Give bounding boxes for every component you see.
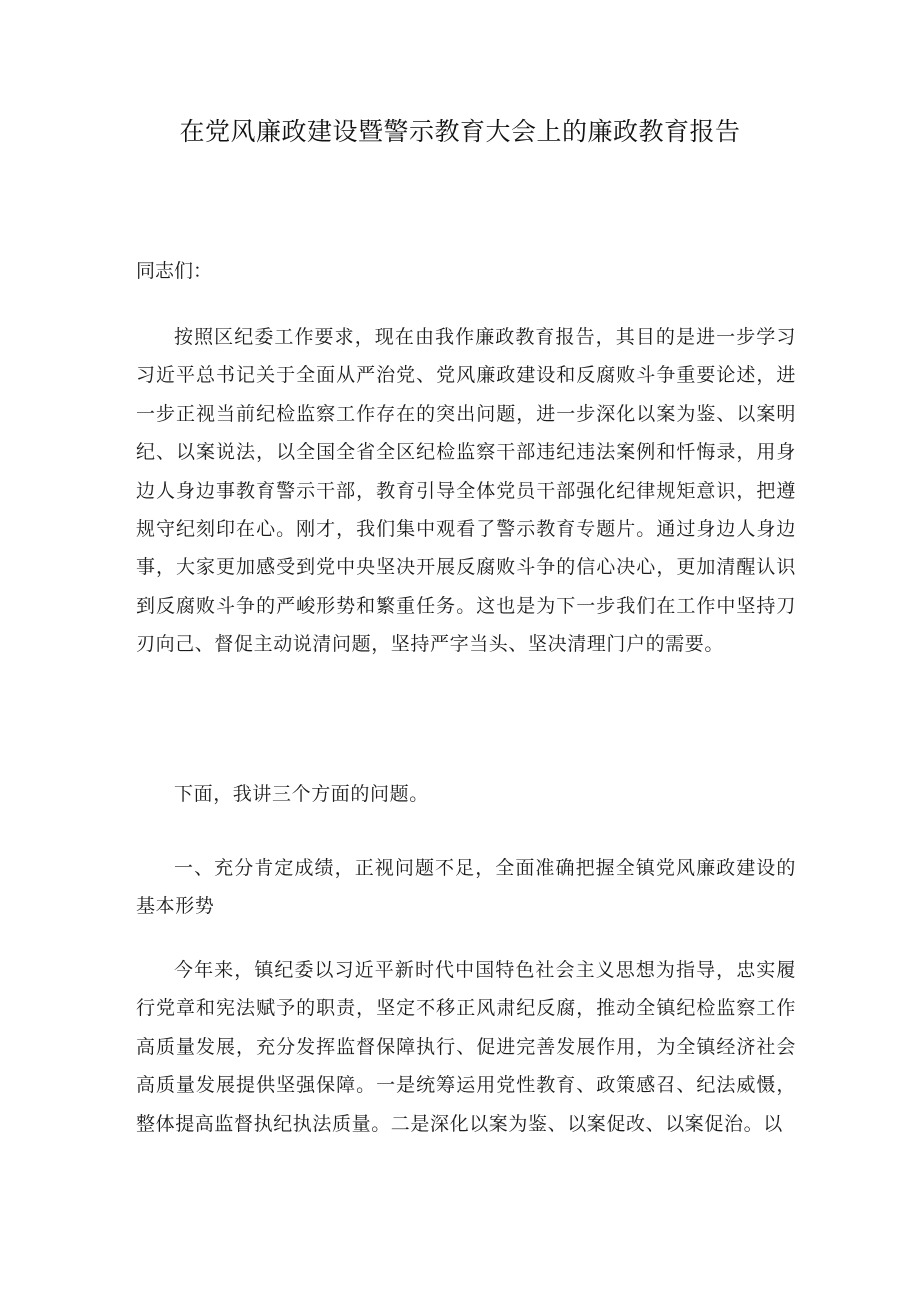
paragraph-intro: 按照区纪委工作要求，现在由我作廉政教育报告，其目的是进一步学习习近平总书记关于全面从严治党、党风廉政建设和反腐败斗争重要论述，进一步正视当前纪检监察工作存在的突出问题，进一步深化以案为鉴、以案明纪、以案说法，以全国全省全区纪检监察干部违纪违法案例和忏悔录，用身边人身边事教育警示干部，教育引导全体党员干部强化纪律规矩意识，把遵规守纪刻印在心。刚才，我们集中观看了警示教育专题片。通过身边人身边事，大家更加感受到党中央坚决开展反腐败斗争的信心决心，更加清醒认识到反腐败斗争的严峻形势和繁重任务。这也是为下一步我们在工作中坚持刀刃向己、督促主动说清问题，坚持严字当头、坚决清理门户的需要。 [136, 326, 796, 656]
paragraph-achievements: 今年来，镇纪委以习近平新时代中国特色社会主义思想为指导，忠实履行党章和宪法赋予的职责，坚定不移正风肃纪反腐，推动全镇纪检监察工作高质量发展，充分发挥监督保障执行、促进完善发展作用，为全镇经济社会高质量发展提供坚强保障。一是统筹运用党性教育、政策感召、纪法威慑，整体提高监督执纪执法质量。二是深化以案为鉴、以案促改、以案促治。以 [136, 959, 796, 1135]
greeting: 同志们： [136, 260, 213, 282]
paragraph-outline: 下面，我讲三个方面的问题。 [174, 783, 429, 805]
section-heading-one: 一、充分肯定成绩，正视问题不足，全面准确把握全镇党风廉政建设的基本形势 [136, 857, 796, 918]
document-title: 在党风廉政建设暨警示教育大会上的廉政教育报告 [179, 117, 741, 146]
